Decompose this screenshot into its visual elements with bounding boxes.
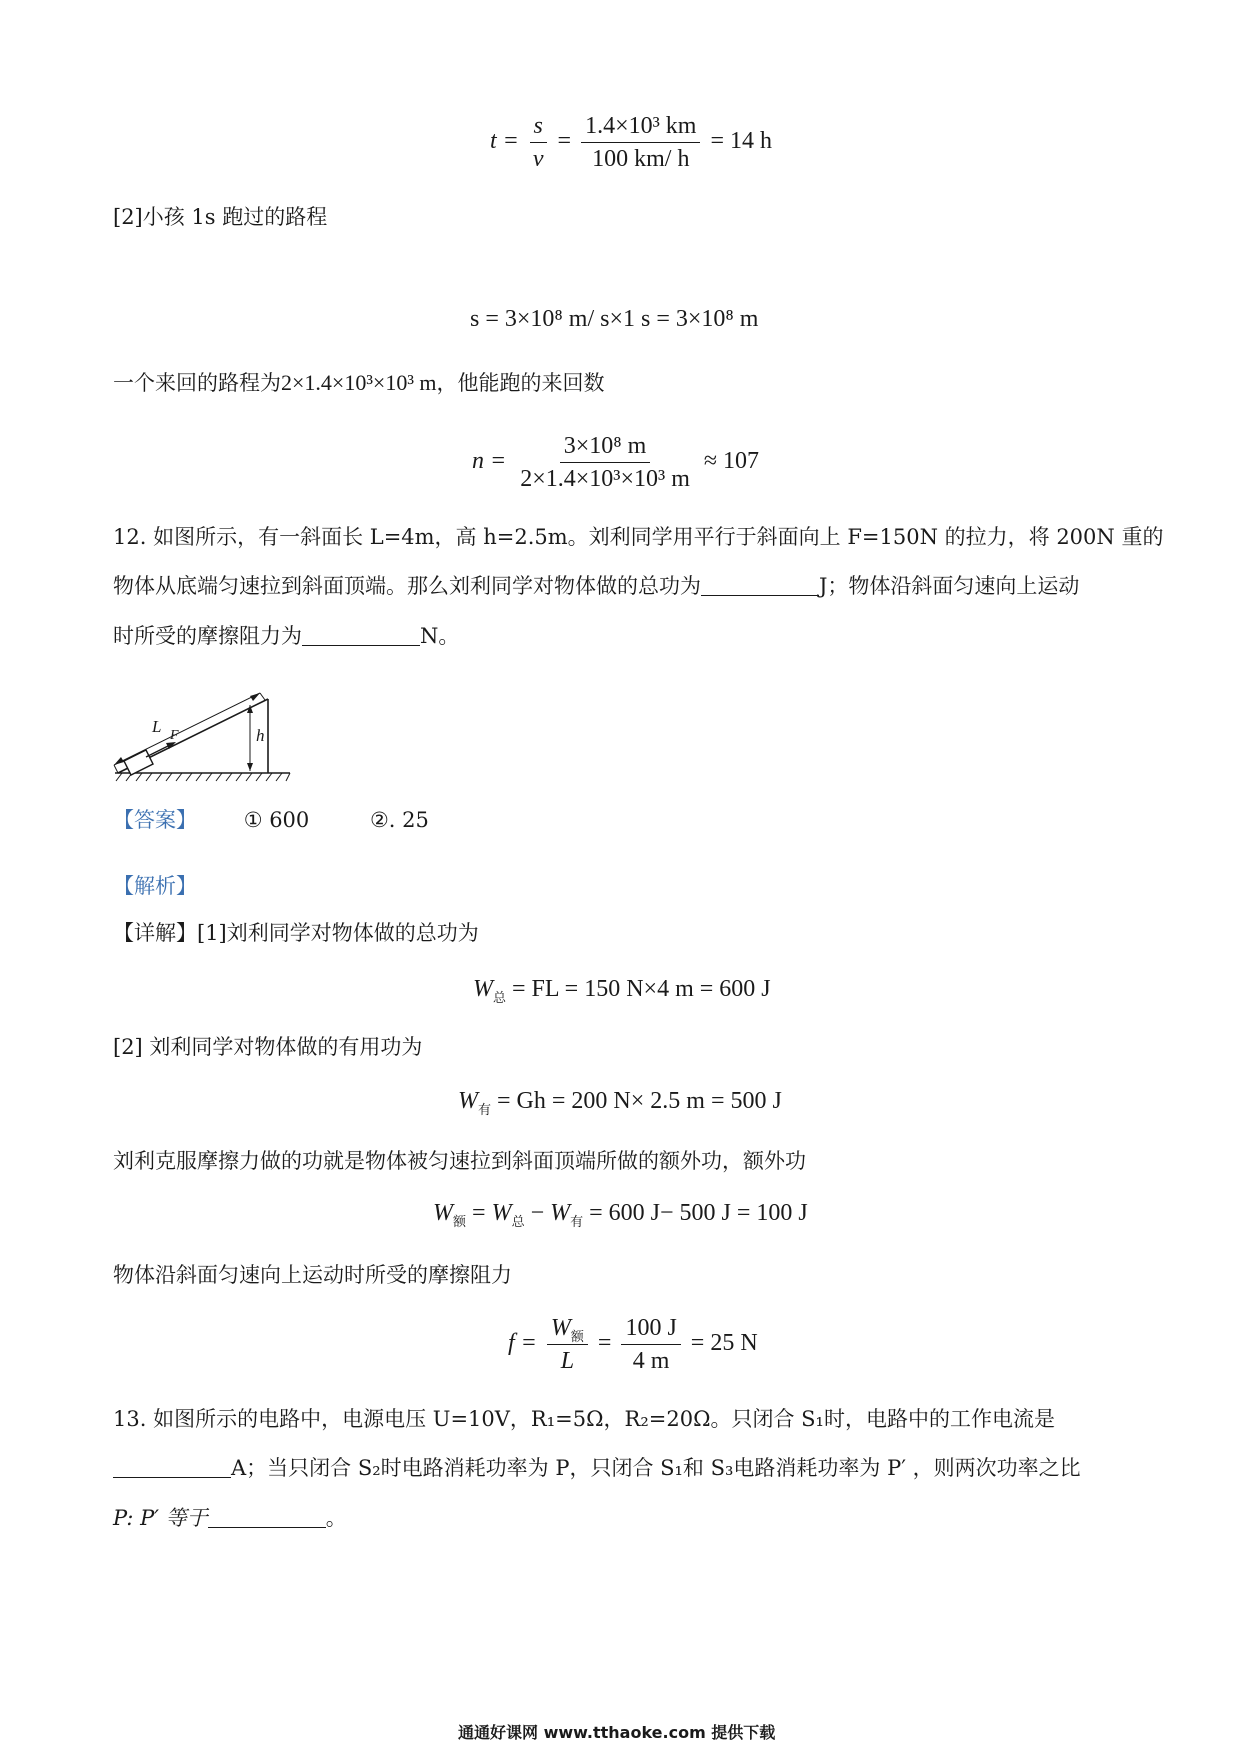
equation-count (472, 432, 759, 493)
fraction-count (516, 432, 694, 493)
block (124, 750, 153, 775)
answer-blank[interactable] (701, 573, 819, 596)
label-F: F (170, 728, 179, 743)
text: 时所受的摩擦阻力为 (113, 624, 302, 648)
eq-rest: = Gh = 200 N× 2.5 m = 500 J (497, 1088, 782, 1114)
text: 一个来回的路程为 (113, 371, 281, 395)
equation-distance: s = 3×10⁸ m/ s×1 s = 3×10⁸ m (470, 306, 759, 332)
subscript: 总 (493, 990, 507, 1005)
eq-rhs: = 25 N (690, 1330, 758, 1357)
answer-line (113, 805, 429, 835)
q13-line1: 13. 如图所示的电路中，电源电压 U=10V，R₁=5Ω，R₂=20Ω。只闭合 S₁时，电路中的工作电流是 (113, 1407, 1055, 1431)
denominator: 2×1.4×10³×10³ m (520, 466, 690, 492)
symbol-W: W (458, 1088, 478, 1114)
paragraph-friction: 物体沿斜面匀速向上运动时所受的摩擦阻力 (113, 1263, 512, 1287)
eq-lhs: n = (472, 448, 507, 475)
detail-line (113, 918, 479, 948)
subscript: 总 (511, 1214, 525, 1229)
answer-2: ②. 25 (369, 808, 429, 832)
answer-blank[interactable] (302, 623, 420, 646)
q13-line2 (113, 1453, 1081, 1483)
subscript: 有 (478, 1102, 492, 1117)
eq-rhs: ≈ 107 (703, 448, 760, 475)
text: ，他能跑的来回数 (436, 371, 605, 395)
paragraph-roundtrip (113, 368, 605, 398)
symbol-W: W (550, 1200, 571, 1226)
text: 。 (325, 1506, 347, 1530)
symbol-W: W (433, 1200, 453, 1226)
subscript: 有 (570, 1214, 584, 1229)
numerator: s (530, 112, 547, 143)
eq-rhs: = 14 h (710, 128, 773, 155)
equation-useful-work (458, 1088, 782, 1115)
numerator: 3×10⁸ m (560, 432, 651, 463)
fraction-work-over-length (547, 1314, 588, 1375)
equals: = (557, 128, 572, 155)
equals: = (472, 1200, 486, 1226)
analysis-tag: 【解析】 (113, 874, 197, 898)
subscript: 额 (453, 1214, 467, 1229)
eq-rest: = FL = 150 N×4 m = 600 J (512, 976, 771, 1002)
equation-time (490, 112, 772, 173)
paragraph-useful-work: [2] 刘利同学对物体做的有用功为 (113, 1035, 423, 1059)
equation-extra-work (433, 1200, 808, 1227)
numerator: 100 J (621, 1314, 680, 1345)
label-h: h (256, 726, 265, 745)
minus: − (530, 1200, 545, 1226)
q13-line3 (113, 1503, 347, 1533)
eq-lhs: f = (508, 1330, 537, 1357)
math-inline: 2×1.4×10³×10³ m (281, 370, 437, 395)
fraction-distance-over-speed (581, 112, 700, 173)
text: J；物体沿斜面匀速向上运动 (819, 574, 1080, 598)
q12-line1: 12. 如图所示，有一斜面长 L=4m，高 h=2.5m。刘利同学用平行于斜面向上 F=150N 的拉力，将 200N 重的 (113, 525, 1164, 549)
footer-source: 通通好课网 www.tthaoke.com 提供下载 (458, 1723, 776, 1742)
detail-tag: 【详解】 (113, 921, 197, 945)
incline-figure (110, 665, 300, 785)
subscript: 额 (570, 1329, 584, 1344)
symbol-W: W (550, 1315, 571, 1341)
fraction-s-over-v (529, 112, 548, 173)
denominator: 4 m (632, 1348, 670, 1374)
answer-tag: 【答案】 (113, 808, 197, 832)
numerator (547, 1314, 588, 1345)
denominator: 100 km/ h (592, 146, 690, 172)
fraction-values (621, 1314, 680, 1375)
denominator: L (560, 1348, 575, 1374)
paragraph-step2: [2]小孩 1s 跑过的路程 (113, 205, 328, 229)
numerator: 1.4×10³ km (581, 112, 700, 143)
answer-blank[interactable] (208, 1505, 326, 1528)
equals: = (597, 1330, 612, 1357)
denominator: v (532, 146, 544, 172)
symbol-W: W (491, 1200, 512, 1226)
paragraph-extra-work: 刘利克服摩擦力做的功就是物体被匀速拉到斜面顶端所做的额外功，额外功 (113, 1149, 806, 1173)
equation-friction (508, 1314, 758, 1375)
equation-total-work (473, 976, 771, 1003)
answer-blank[interactable] (113, 1455, 231, 1478)
q12-line2 (113, 571, 1079, 601)
text: 物体从底端匀速拉到斜面顶端。那么刘利同学对物体做的总功为 (113, 574, 701, 598)
symbol-W: W (473, 976, 493, 1002)
label-L: L (152, 717, 162, 736)
text: N。 (420, 624, 460, 648)
eq-lhs: t = (490, 128, 519, 155)
text: A；当只闭合 S₂时电路消耗功率为 P，只闭合 S₁和 S₃电路消耗功率为 P′ ，则两次功率之比 (231, 1456, 1081, 1480)
detail-text: [1]刘利同学对物体做的总功为 (197, 921, 479, 945)
answer-1: ① 600 (243, 808, 310, 832)
text: P: P′ 等于 (113, 1506, 208, 1530)
eq-rest: = 600 J− 500 J = 100 J (589, 1200, 808, 1226)
q12-line3 (113, 621, 459, 651)
